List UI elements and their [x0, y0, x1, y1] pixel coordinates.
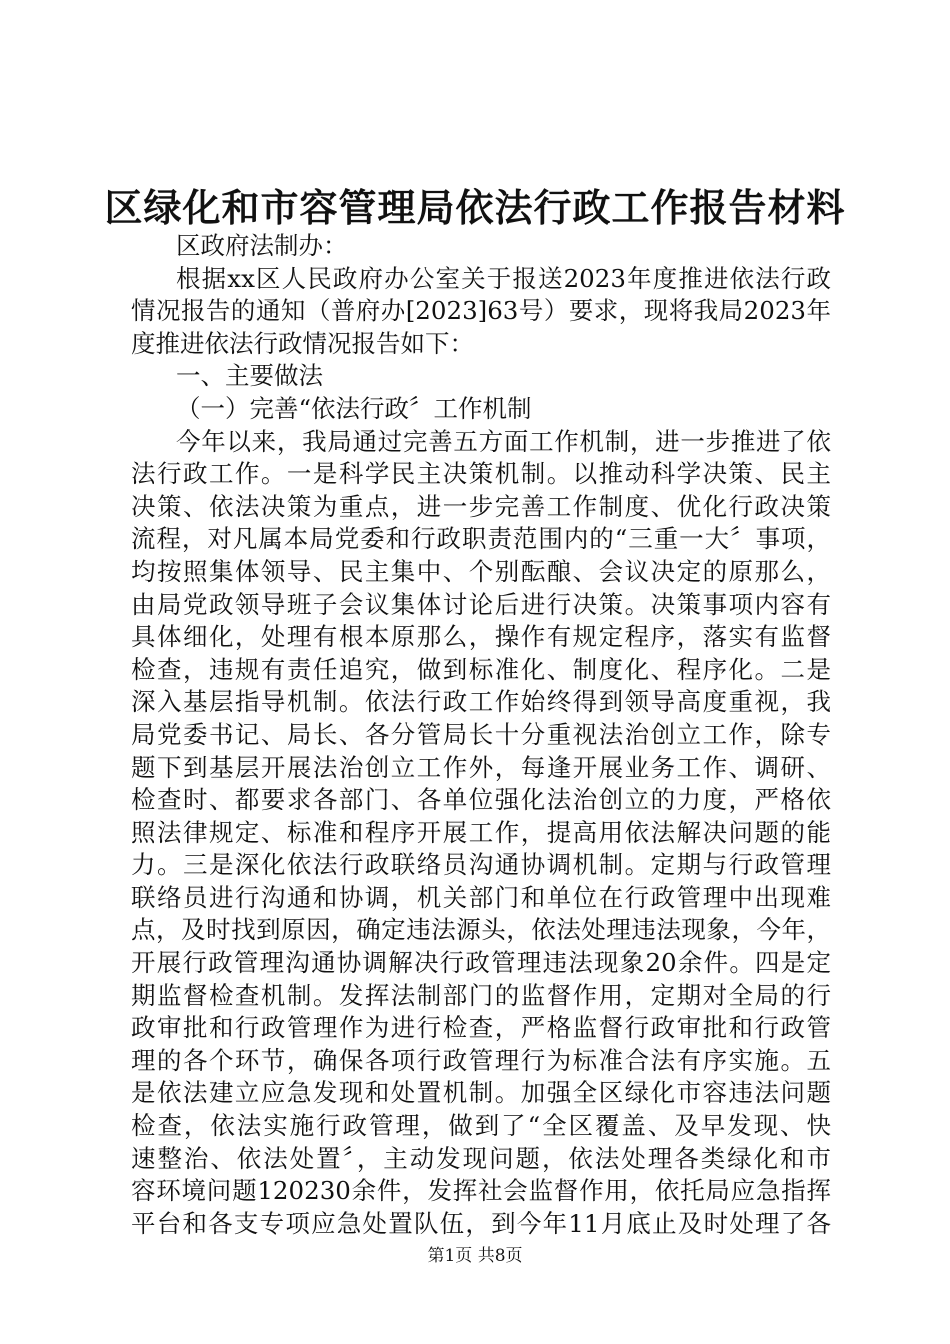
- page-footer: 第1页 共8页: [427, 1246, 523, 1266]
- text-line: 理的各个环节，确保各项行政管理行为标准合法有序实施。五: [131, 1045, 831, 1075]
- text-line: 期监督检查机制。发挥法制部门的监督作用，定期对全局的行: [131, 980, 831, 1010]
- text-line: 均按照集体领导、民主集中、个别酝酿、会议决定的原那么，: [131, 556, 831, 586]
- text-line: 照法律规定、标准和程序开展工作，提高用依法解决问题的能: [131, 817, 831, 847]
- text-line: 深入基层指导机制。依法行政工作始终得到领导高度重视，我: [131, 687, 831, 717]
- text-line: 力。三是深化依法行政联络员沟通协调机制。定期与行政管理: [131, 850, 831, 880]
- text-line: 平台和各支专项应急处置队伍，到今年11月底止及时处理了各: [131, 1208, 831, 1238]
- text-line: 容环境问题120230余件，发挥社会监督作用，依托局应急指挥: [131, 1176, 831, 1206]
- section-heading: 一、主要做法: [176, 361, 323, 391]
- subsection-heading: （一）完善“依法行政〞工作机制: [176, 393, 532, 423]
- text-line: 检查时、都要求各部门、各单位强化法治创立的力度，严格依: [131, 785, 831, 815]
- text-line: 决策、依法决策为重点，进一步完善工作制度、优化行政决策: [131, 491, 831, 521]
- text-line: 由局党政领导班子会议集体讨论后进行决策。决策事项内容有: [131, 589, 831, 619]
- text-line: 局党委书记、局长、各分管局长十分重视法治创立工作，除专: [131, 719, 831, 749]
- document-body: [131, 230, 831, 1240]
- text-line: 检查，依法实施行政管理，做到了“全区覆盖、及早发现、快: [131, 1111, 831, 1141]
- text-line: 联络员进行沟通和协调，机关部门和单位在行政管理中出现难: [131, 882, 831, 912]
- text-line: 根据xx区人民政府办公室关于报送2023年度推进依法行政: [176, 263, 831, 293]
- text-line: 检查，违规有责任追究，做到标准化、制度化、程序化。二是: [131, 654, 831, 684]
- text-line: 流程，对凡属本局党委和行政职责范围内的“三重一大〞事项，: [131, 524, 831, 554]
- text-line: 速整治、依法处置〞，主动发现问题，依法处理各类绿化和市: [131, 1143, 831, 1173]
- text-line: 是依法建立应急发现和处置机制。加强全区绿化市容违法问题: [131, 1078, 831, 1108]
- text-line: 法行政工作。一是科学民主决策机制。以推动科学决策、民主: [131, 459, 831, 489]
- text-line: 政审批和行政管理作为进行检查，严格监督行政审批和行政管: [131, 1013, 831, 1043]
- text-line: 度推进依法行政情况报告如下：: [131, 328, 474, 358]
- text-line: 今年以来，我局通过完善五方面工作机制，进一步推进了依: [176, 426, 831, 456]
- document-title: 区绿化和市容管理局依法行政工作报告材料: [104, 185, 846, 230]
- text-line: 区政府法制办：: [176, 231, 348, 260]
- text-line: 题下到基层开展法治创立工作外，每逢开展业务工作、调研、: [131, 752, 831, 782]
- text-line: 具体细化，处理有根本原那么，操作有规定程序，落实有监督: [131, 622, 831, 652]
- text-line: 开展行政管理沟通协调解决行政管理违法现象20余件。四是定: [131, 948, 831, 978]
- text-line: 点，及时找到原因，确定违法源头，依法处理违法现象，今年，: [131, 915, 831, 945]
- text-line: 情况报告的通知（普府办[2023]63号）要求，现将我局2023年: [131, 296, 831, 326]
